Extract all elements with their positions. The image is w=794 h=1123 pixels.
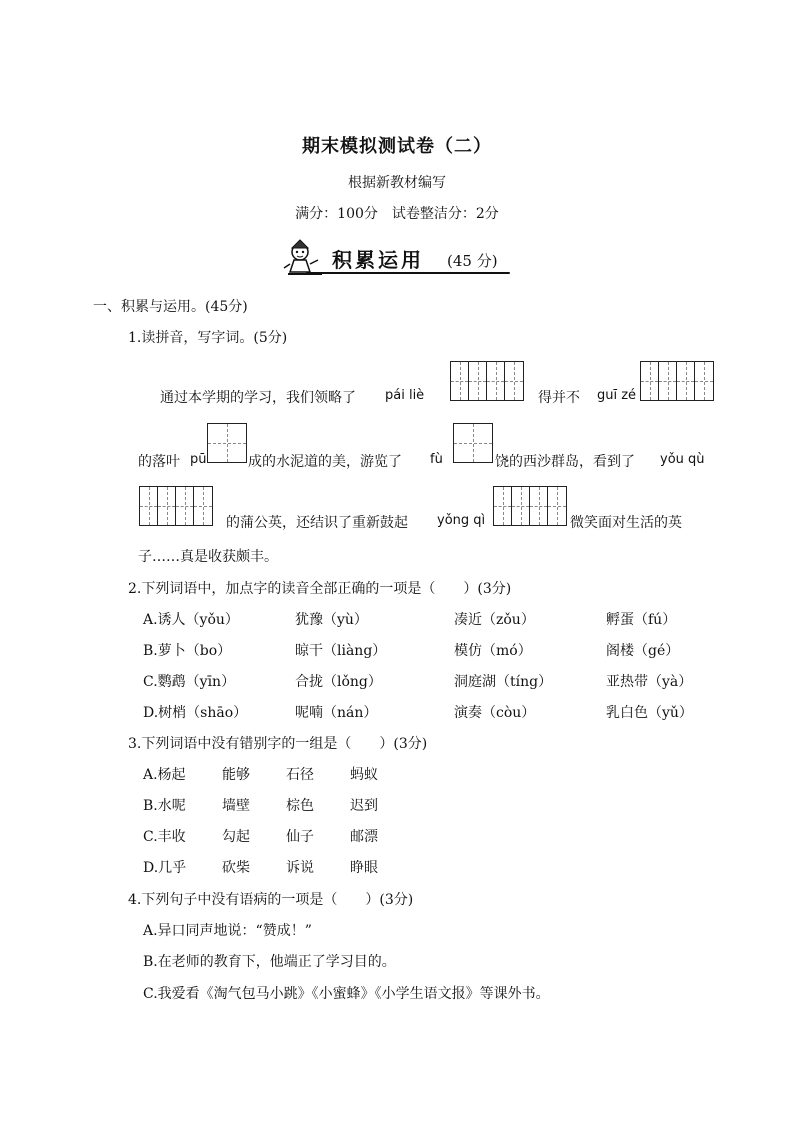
- q2-stem: 2.下列词语中，加点字的读音全部正确的一项是（ ）(3分): [128, 581, 512, 597]
- grid-cell[interactable]: [641, 362, 659, 400]
- q1-row3-text1: 的蒲公英，还结识了重新鼓起: [226, 515, 408, 531]
- banner-points: (45 分): [447, 252, 498, 270]
- banner-label: 积累运用: [332, 248, 424, 272]
- q3-option: 迟到: [350, 798, 378, 814]
- q1-pinyin-guize: guī zé: [597, 388, 637, 403]
- grid-cell[interactable]: [695, 362, 713, 400]
- q1-pinyin-pailie: pái liè: [385, 388, 425, 403]
- grid-cell[interactable]: [158, 487, 176, 525]
- q4-stem: 4.下列句子中没有语病的一项是（ ）(3分): [128, 892, 414, 908]
- q2-option: 凑近（zǒu）: [454, 612, 535, 628]
- q2-option: 洞庭湖（tíng）: [454, 674, 553, 690]
- q3-option: 睁眼: [350, 860, 378, 876]
- answer-grid-pu[interactable]: [207, 423, 247, 463]
- q2-option: C.鹦鹉（yīn）: [143, 674, 236, 690]
- q1-pinyin-youqu: yǒu qù: [660, 452, 705, 467]
- grid-cell[interactable]: [548, 487, 566, 525]
- q2-option: 模仿（mó）: [454, 643, 532, 659]
- page-title: 期末模拟测试卷（二）: [302, 136, 492, 157]
- grid-cell[interactable]: [140, 487, 158, 525]
- grid-cell[interactable]: [505, 362, 523, 400]
- q2-option: 晾干（liàng）: [295, 643, 387, 659]
- q3-stem: 3.下列词语中没有错别字的一组是（ ）(3分): [128, 736, 428, 752]
- q2-option: 演奏（còu）: [454, 705, 536, 721]
- section-heading: 一、积累与运用。(45分): [93, 299, 248, 315]
- grid-cell[interactable]: [451, 362, 469, 400]
- q3-option: 邮漂: [350, 829, 378, 845]
- q3-option: 勾起: [222, 829, 250, 845]
- q3-option: 诉说: [286, 860, 314, 876]
- q4-option: B.在老师的教育下，他端正了学习目的。: [143, 954, 396, 970]
- q3-option: D.几乎: [143, 860, 187, 876]
- q1-row1-text2: 得并不: [538, 390, 580, 406]
- answer-grid-yongqi[interactable]: [493, 486, 567, 526]
- grid-cell[interactable]: [469, 362, 487, 400]
- q2-option: 犹豫（yù）: [295, 612, 368, 628]
- q2-option: 亚热带（yà）: [606, 674, 693, 690]
- q1-stem: 1.读拼音，写字词。(5分): [128, 330, 288, 346]
- q1-row2-text3: 饶的西沙群岛，看到了: [495, 454, 635, 470]
- q4-option: A.异口同声地说：“赞成！”: [143, 923, 312, 939]
- answer-grid-guize[interactable]: [640, 361, 714, 401]
- section-banner: [282, 238, 532, 278]
- q1-row4-text: 子……真是收获颇丰。: [138, 549, 278, 565]
- answer-grid-fu[interactable]: [453, 423, 493, 463]
- q1-row3-text2: 微笑面对生活的英: [570, 515, 682, 531]
- q1-row1-text1: 通过本学期的学习，我们领略了: [160, 390, 356, 406]
- q4-option: C.我爱看《淘气包马小跳》《小蜜蜂》《小学生语文报》等课外书。: [143, 986, 550, 1002]
- grid-cell[interactable]: [659, 362, 677, 400]
- q2-option: A.诱人（yǒu）: [143, 612, 239, 628]
- q3-option: 蚂蚁: [350, 767, 378, 783]
- grid-cell[interactable]: [530, 487, 548, 525]
- q3-option: 墙壁: [222, 798, 250, 814]
- grid-cell[interactable]: [677, 362, 695, 400]
- q3-option: 能够: [222, 767, 250, 783]
- grid-cell[interactable]: [194, 487, 212, 525]
- page-subtitle: 根据新教材编写: [348, 175, 446, 191]
- grid-cell[interactable]: [512, 487, 530, 525]
- q3-option: C.丰收: [143, 829, 186, 845]
- q2-option: 合拢（lǒng）: [295, 674, 382, 690]
- q2-option: 呢喃（nán）: [295, 705, 378, 721]
- q1-pinyin-fu: fù: [430, 452, 443, 467]
- q3-option: 仙子: [286, 829, 314, 845]
- q2-option: 孵蛋（fú）: [606, 612, 677, 628]
- grid-cell[interactable]: [208, 424, 246, 462]
- grid-cell[interactable]: [176, 487, 194, 525]
- q3-option: A.杨起: [143, 767, 186, 783]
- q2-option: 乳白色（yǔ）: [606, 705, 693, 721]
- q2-option: 阁楼（gé）: [606, 643, 680, 659]
- q3-option: 石径: [286, 767, 314, 783]
- grid-cell[interactable]: [454, 424, 492, 462]
- answer-grid-youqu[interactable]: [139, 486, 213, 526]
- q2-option: B.萝卜（bo）: [143, 643, 232, 659]
- q2-option: D.树梢（shāo）: [143, 705, 248, 721]
- q1-row2-text1: 的落叶: [138, 454, 180, 470]
- q3-option: 砍柴: [222, 860, 250, 876]
- q3-option: B.水呢: [143, 798, 186, 814]
- q1-pinyin-pu: pū: [190, 452, 207, 467]
- answer-grid-pailie[interactable]: [450, 361, 524, 401]
- grid-cell[interactable]: [487, 362, 505, 400]
- q1-row2-text2: 成的水泥道的美，游览了: [248, 454, 402, 470]
- grid-cell[interactable]: [494, 487, 512, 525]
- q3-option: 棕色: [286, 798, 314, 814]
- score-line: 满分：100分 试卷整洁分：2分: [295, 206, 499, 222]
- q1-pinyin-yongqi: yǒng qì: [437, 513, 486, 528]
